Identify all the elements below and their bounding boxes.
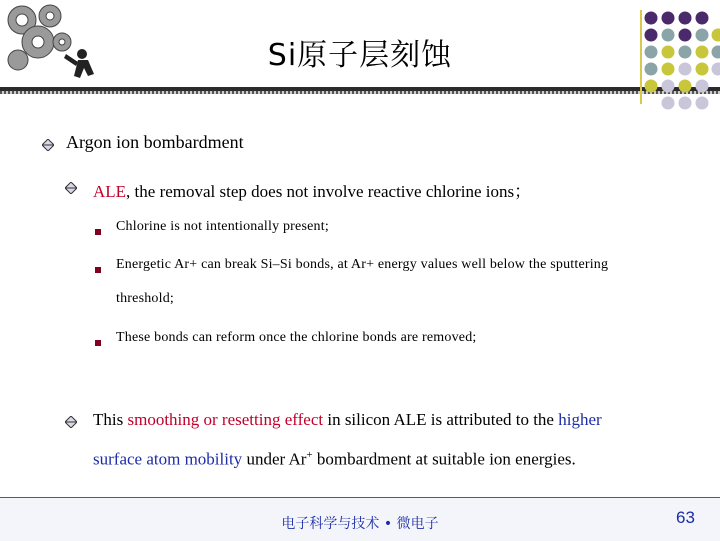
decor-dots-grid (641, 10, 720, 120)
diamond-bullet-icon (42, 139, 54, 151)
footer-text: 电子科学与技术 • 微电子 (0, 513, 720, 533)
text-span: bombardment at suitable ion energies. (313, 450, 576, 469)
ale-term: ALE (93, 182, 126, 201)
sub-bullet-energetic-ar-cont: threshold; (116, 291, 174, 307)
page-number: 63 (676, 508, 695, 528)
bullet-smoothing-effect-cont (93, 449, 576, 470)
bullet-ale-removal-step (93, 177, 531, 202)
sub-bullet-bonds-reform: These bonds can reform once the chlorine bonds are removed; (116, 330, 477, 346)
text-span: in silicon ALE is attributed to the (323, 410, 558, 429)
diamond-bullet-icon (65, 182, 77, 194)
slide-title: Si原子层刻蚀 (0, 30, 720, 74)
higher-term: higher (558, 410, 601, 429)
superscript-plus: + (306, 449, 312, 461)
square-bullet-icon (95, 229, 101, 235)
ale-description: , the removal step does not involve reactive chlorine ions； (126, 182, 531, 201)
header-rule-pattern (0, 91, 720, 94)
bullet-smoothing-effect (93, 410, 693, 430)
bullet-argon-ion-bombardment: Argon ion bombardment (66, 132, 244, 153)
sub-bullet-chlorine: Chlorine is not intentionally present; (116, 219, 329, 235)
smoothing-term: smoothing or resetting effect (127, 410, 323, 429)
text-span: This (93, 410, 127, 429)
square-bullet-icon (95, 340, 101, 346)
surface-mobility-term: surface atom mobility (93, 450, 242, 469)
square-bullet-icon (95, 267, 101, 273)
diamond-bullet-icon (65, 416, 77, 428)
sub-bullet-energetic-ar: Energetic Ar+ can break Si–Si bonds, at Ar+ energy values well below the sputtering (116, 257, 608, 273)
text-span: under Ar (242, 450, 306, 469)
